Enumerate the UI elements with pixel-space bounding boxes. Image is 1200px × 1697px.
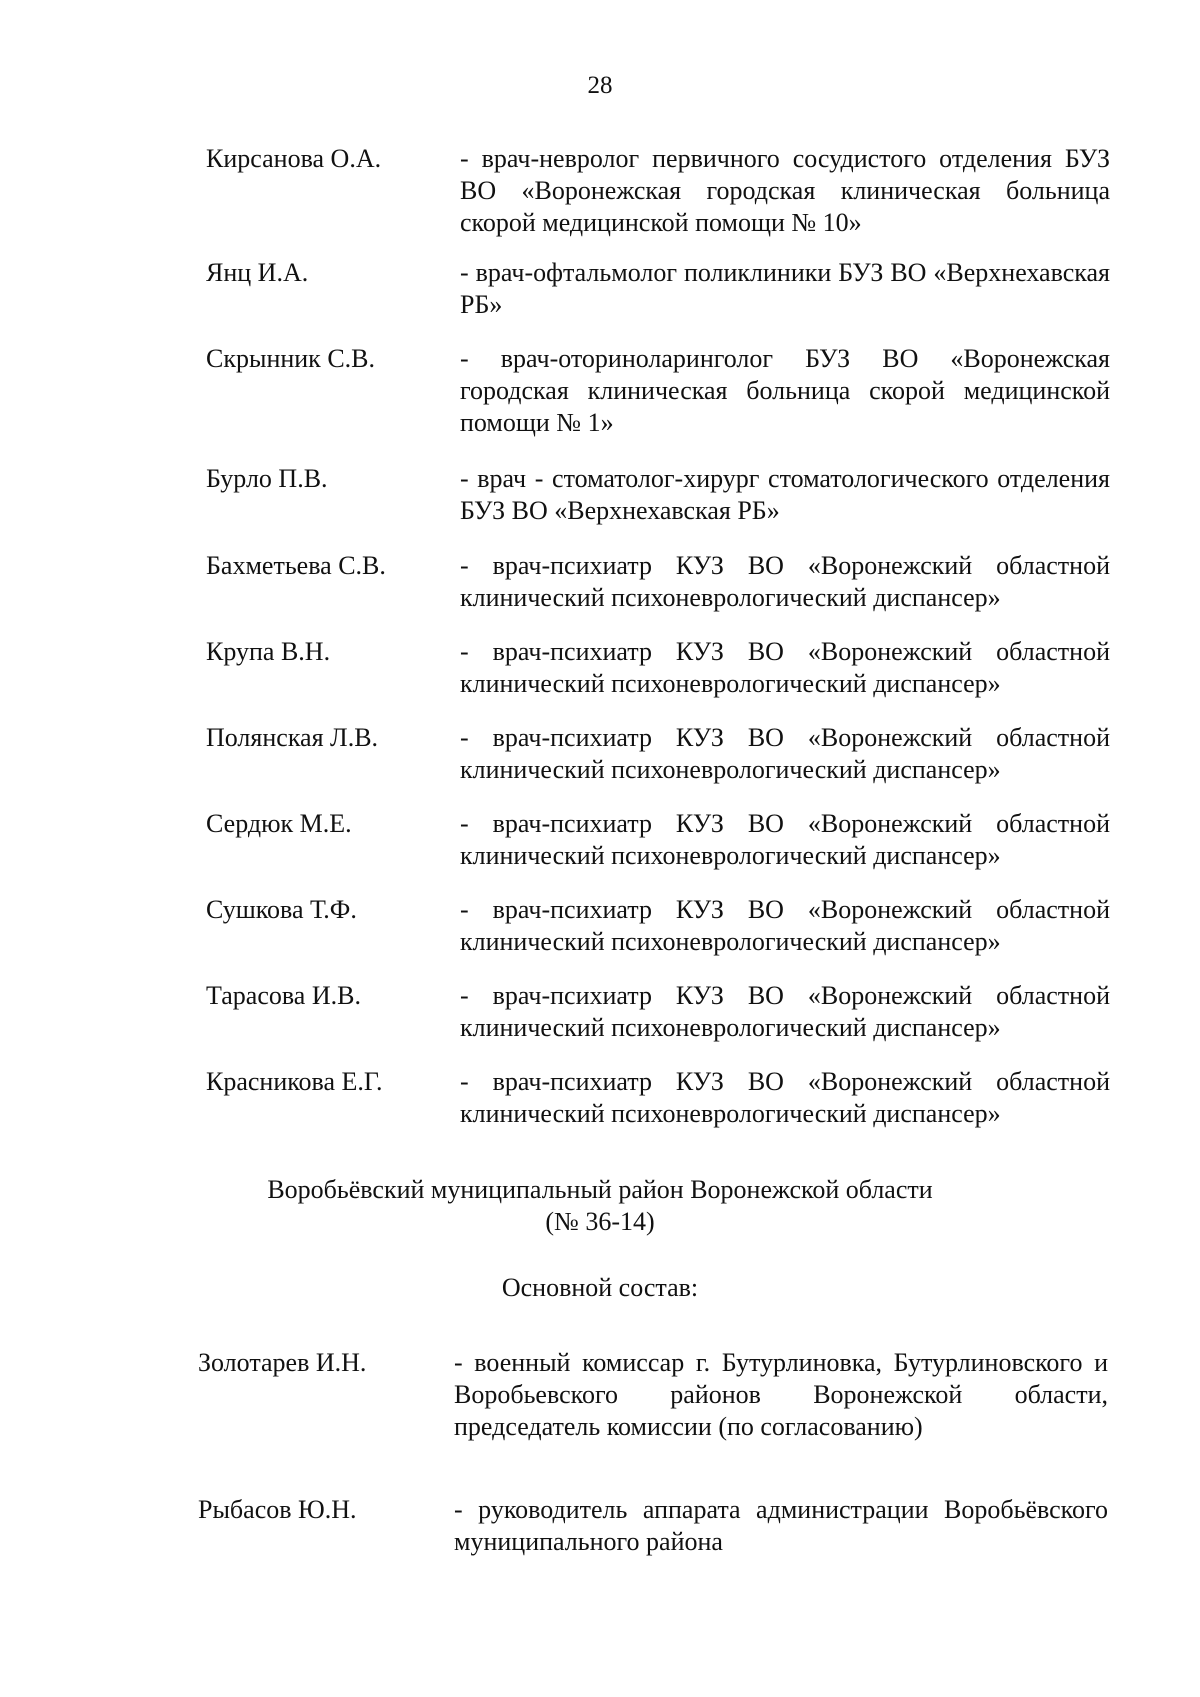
person-position: - врач - стоматолог-хирург стоматологического отделения БУЗ ВО «Верхнехавская РБ» (460, 464, 1110, 525)
person-position: - врач-психиатр КУЗ ВО «Воронежский областной клинический психоневрологический диспансер» (460, 551, 1110, 612)
person-name: Янц И.А. (206, 258, 309, 287)
person-name: Скрынник С.В. (206, 344, 375, 373)
person-position: - врач-оториноларинголог БУЗ ВО «Воронежская городская клиническая больница скорой медицинской помощи № 1» (460, 344, 1110, 437)
person-position: - руководитель аппарата администрации Воробьёвского муниципального района (454, 1495, 1108, 1556)
page-number: 28 (587, 72, 613, 99)
person-name: Тарасова И.В. (206, 981, 361, 1010)
person-name: Рыбасов Ю.Н. (198, 1495, 357, 1524)
person-position: - врач-психиатр КУЗ ВО «Воронежский областной клинический психоневрологический диспансер» (460, 895, 1110, 956)
person-name: Сушкова Т.Ф. (206, 895, 357, 924)
person-position: - врач-психиатр КУЗ ВО «Воронежский областной клинический психоневрологический диспансер» (460, 809, 1110, 870)
person-position: - врач-психиатр КУЗ ВО «Воронежский областной клинический психоневрологический диспансер» (460, 723, 1110, 784)
person-name: Полянская Л.В. (206, 723, 379, 752)
section-subtitle: Основной состав: (501, 1273, 699, 1302)
person-name: Крупа В.Н. (206, 637, 331, 666)
section-title: Воробьёвский муниципальный район Воронежской области (267, 1175, 933, 1204)
section-number: (№ 36-14) (545, 1207, 655, 1236)
person-position: - военный комиссар г. Бутурлиновка, Бутурлиновского и Воробьевского районов Воронежской области, председатель комиссии (по согласованию) (454, 1348, 1108, 1441)
person-position: - врач-невролог первичного сосудистого отделения БУЗ ВО «Воронежская городская клиническая больница скорой медицинской помощи № 10» (460, 144, 1110, 237)
person-position: - врач-психиатр КУЗ ВО «Воронежский областной клинический психоневрологический диспансер» (460, 1067, 1110, 1128)
person-position: - врач-офтальмолог поликлиники БУЗ ВО «Верхнехавская РБ» (460, 258, 1110, 319)
person-position: - врач-психиатр КУЗ ВО «Воронежский областной клинический психоневрологический диспансер» (460, 637, 1110, 698)
person-name: Золотарев И.Н. (198, 1348, 367, 1377)
person-position: - врач-психиатр КУЗ ВО «Воронежский областной клинический психоневрологический диспансер» (460, 981, 1110, 1042)
person-name: Сердюк М.Е. (206, 809, 352, 838)
person-name: Кирсанова О.А. (206, 144, 382, 173)
person-name: Красникова Е.Г. (206, 1067, 383, 1096)
person-name: Бахметьева С.В. (206, 551, 386, 580)
person-name: Бурло П.В. (206, 464, 328, 493)
